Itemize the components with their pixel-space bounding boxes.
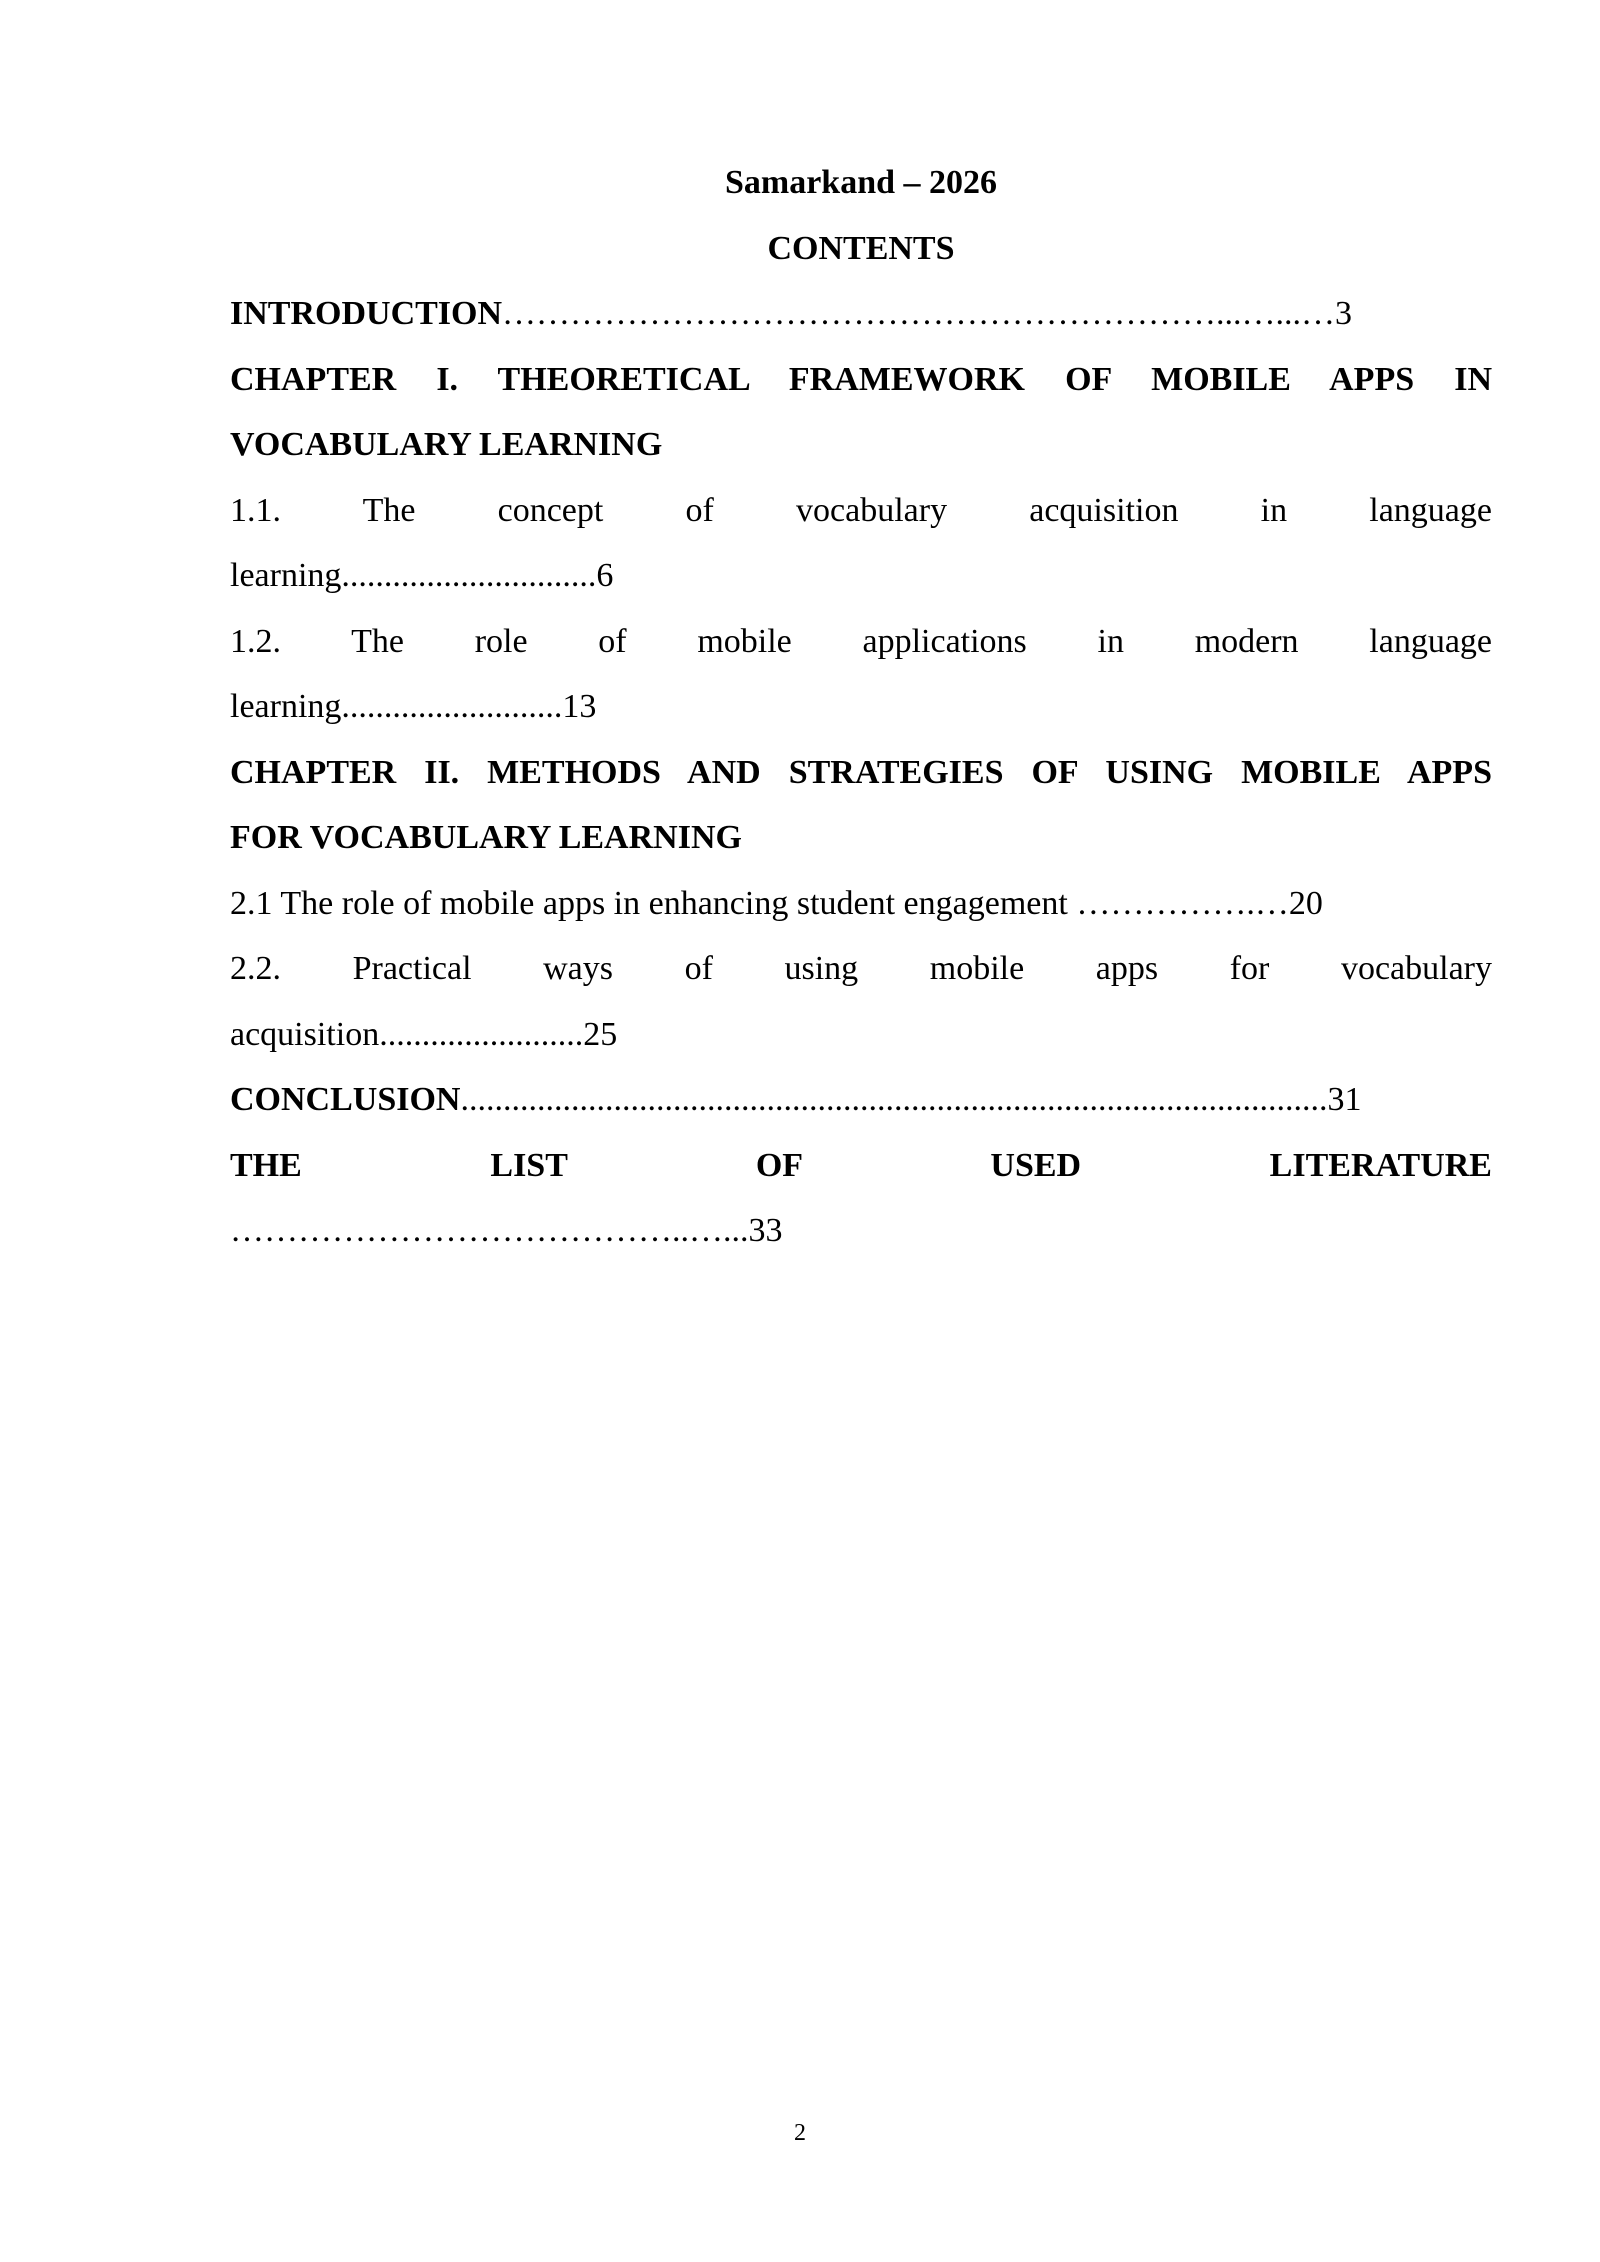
toc-entry-introduction [230,281,1492,347]
toc-chapter1-line1: CHAPTER I. THEORETICAL FRAMEWORK OF MOBILE APPS IN [230,360,1492,398]
toc-literature-line2: …………………………………..…...33 [230,1212,783,1249]
page-number: 2 [794,2120,806,2146]
toc-section-2-2-line1: 2.2. Practical ways of using mobile apps for vocabulary [230,950,1492,987]
toc-chapter2-line1: CHAPTER II. METHODS AND STRATEGIES OF USING MOBILE APPS [230,753,1492,791]
toc-section-1-2-line2: learning..........................13 [230,688,597,725]
toc-introduction-title: INTRODUCTION [230,295,503,332]
toc-section-1-1-line2: learning..............................6 [230,557,614,594]
toc-section-1-2-line1: 1.2. The role of mobile applications in modern language [230,622,1492,660]
toc-introduction-page: 3 [1335,295,1353,332]
toc-conclusion-leader: ...................................................................................................... [460,1081,1328,1118]
toc-conclusion-title: CONCLUSION [230,1081,461,1118]
toc-section-2-2-line2: acquisition........................25 [230,1015,618,1053]
contents-title: CONTENTS [767,229,955,267]
toc-section-1-1-line1: 1.1. The concept of vocabulary acquisition in language [230,491,1492,529]
toc-literature-line1: THE LIST OF USED LITERATURE [230,1146,1492,1184]
toc-section-2-1: 2.1 The role of mobile apps in enhancing student engagement …………….…20 [230,884,1323,922]
document-page [230,150,1492,1264]
place-year: Samarkand – 2026 [724,164,998,201]
toc-chapter2-line2: FOR VOCABULARY LEARNING [230,819,742,856]
toc-conclusion-page: 31 [1327,1081,1362,1118]
toc-entry-conclusion [230,1067,1492,1133]
toc-chapter1-line2: VOCABULARY LEARNING [230,426,663,463]
toc-introduction-leader: ………………………………………………………...…...… [502,295,1336,332]
